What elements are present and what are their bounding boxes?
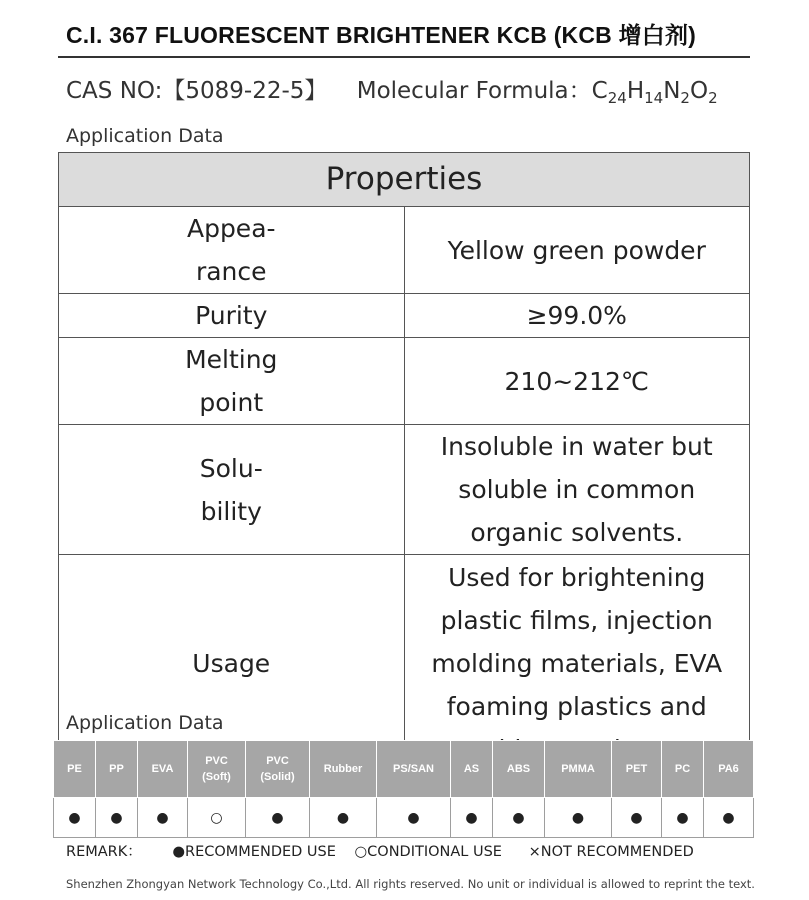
- legend-recommended: ●RECOMMENDED USE: [172, 844, 336, 860]
- property-key: Usage: [59, 555, 405, 772]
- material-header: EVA: [138, 741, 188, 798]
- suitability-mark: ●: [704, 798, 754, 838]
- suitability-mark: ●: [246, 798, 310, 838]
- suitability-mark: ●: [377, 798, 451, 838]
- suitability-mark: ●: [138, 798, 188, 838]
- suitability-mark: ●: [662, 798, 704, 838]
- title-divider: [58, 56, 750, 58]
- material-header: PMMA: [545, 741, 612, 798]
- suitability-mark: ●: [54, 798, 96, 838]
- suitability-mark: ●: [451, 798, 493, 838]
- properties-header: Properties: [59, 153, 750, 207]
- property-value: 210~212℃: [404, 338, 750, 425]
- table-row: [59, 207, 750, 294]
- formula-label: Molecular Formula：: [356, 78, 592, 104]
- table-row: [59, 338, 750, 425]
- remark-label: REMARK：: [66, 844, 142, 860]
- material-header: ABS: [493, 741, 545, 798]
- suitability-mark: ●: [612, 798, 662, 838]
- molecular-formula: $C_{24}H_{14}N_2O_2$: [591, 78, 718, 107]
- application-header-row: [54, 741, 754, 798]
- suitability-mark: ●: [493, 798, 545, 838]
- suitability-mark: ●: [96, 798, 138, 838]
- property-value: Yellow green powder: [404, 207, 750, 294]
- property-value: ≥99.0%: [404, 294, 750, 338]
- copyright-footer: Shenzhen Zhongyan Network Technology Co.,Ltd. All rights reserved. No unit or individual is allowed to reprint the text.: [66, 877, 755, 891]
- remark-legend: [66, 840, 694, 861]
- property-key: Melting point: [59, 338, 405, 425]
- table-row: [59, 555, 750, 772]
- property-key: Purity: [59, 294, 405, 338]
- cas-value: 【5089-22-5】: [162, 78, 328, 104]
- application-marks-row: [54, 798, 754, 838]
- application-table: [53, 740, 754, 838]
- material-header: PA6: [704, 741, 754, 798]
- table-row: [59, 294, 750, 338]
- table-row: [59, 425, 750, 555]
- property-key: Appea- rance: [59, 207, 405, 294]
- section-label-application-data-2: Application Data: [66, 712, 224, 734]
- suitability-mark: ●: [545, 798, 612, 838]
- material-header: PP: [96, 741, 138, 798]
- cas-line: [66, 72, 718, 107]
- section-label-application-data: Application Data: [66, 125, 224, 147]
- cas-label: CAS NO:: [66, 78, 163, 104]
- material-header: PVC (Soft): [188, 741, 246, 798]
- property-value: Used for brightening plastic films, injection molding materials, EVA foaming plastics and: [404, 555, 750, 772]
- material-header: PC: [662, 741, 704, 798]
- suitability-mark: ○: [188, 798, 246, 838]
- material-header: PE: [54, 741, 96, 798]
- page-title: C.I. 367 FLUORESCENT BRIGHTENER KCB (KCB 增白剂): [66, 22, 697, 48]
- legend-conditional: ○CONDITIONAL USE: [354, 844, 502, 860]
- legend-not-recommended: ×NOT RECOMMENDED: [528, 844, 694, 860]
- suitability-mark: ●: [310, 798, 377, 838]
- material-header: AS: [451, 741, 493, 798]
- material-header: PVC (Solid): [246, 741, 310, 798]
- property-value: Insoluble in water but soluble in common organic solvents.: [404, 425, 750, 555]
- material-header: PS/SAN: [377, 741, 451, 798]
- properties-table: [58, 152, 750, 772]
- material-header: Rubber: [310, 741, 377, 798]
- property-key: Solu- bility: [59, 425, 405, 555]
- material-header: PET: [612, 741, 662, 798]
